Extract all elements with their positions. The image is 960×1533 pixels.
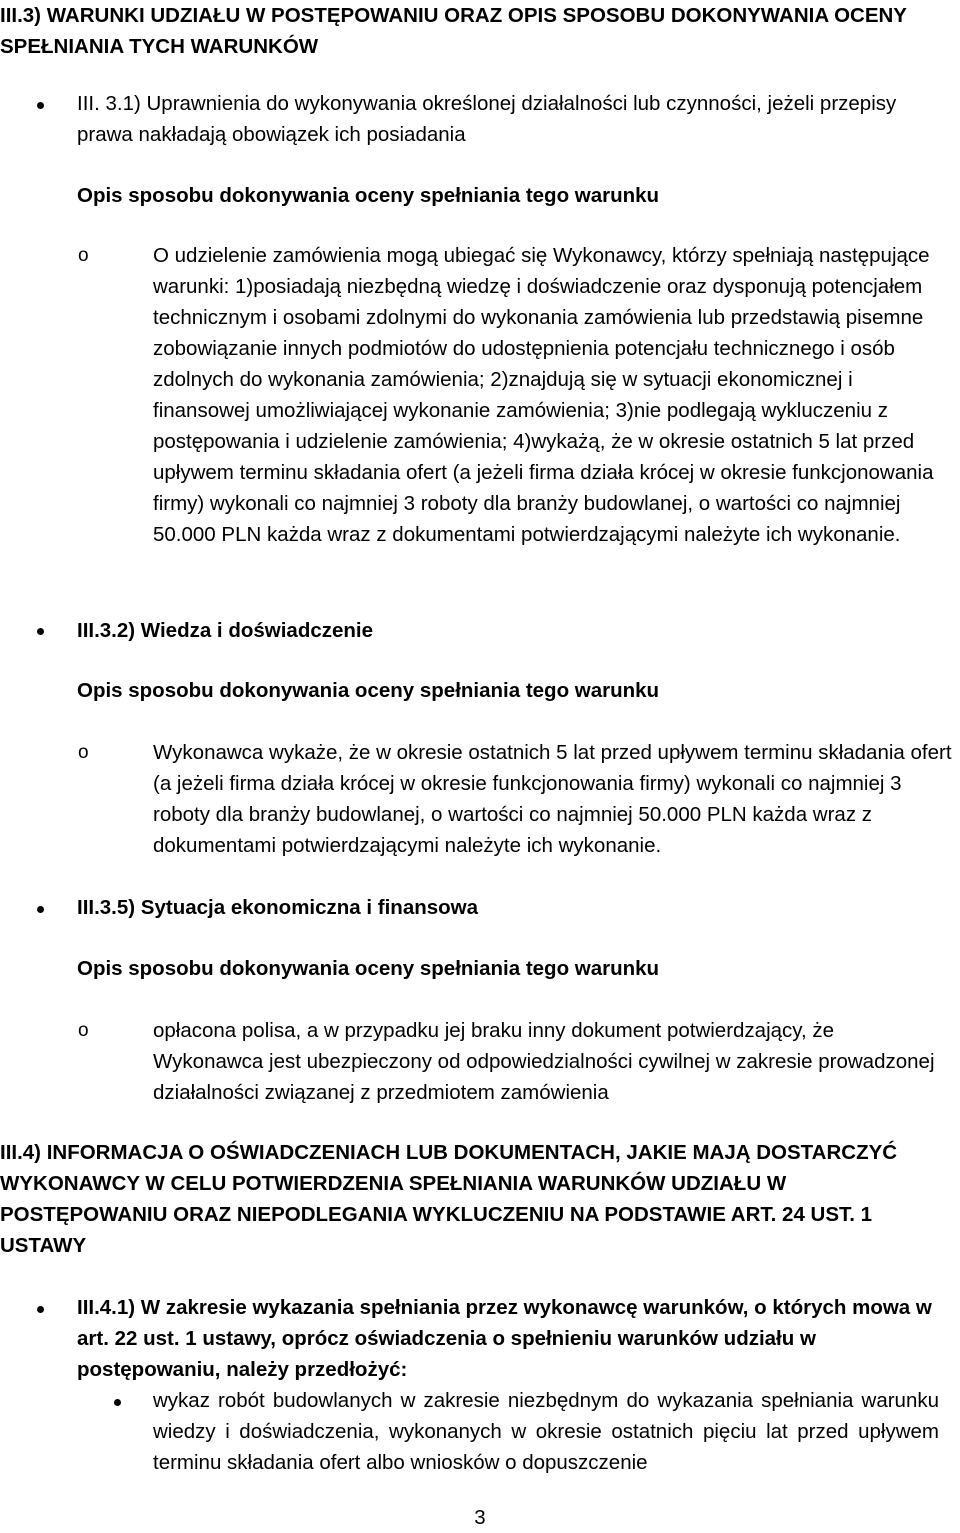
condition-text-III32: Wykonawca wykaże, że w okresie ostatnich 5 lat przed upływem terminu składania ofert (a jeżeli firma działa krócej w okresie funkcjonowania firmy) wykonali co najmniej 3 roboty dla branży budowlanej, o wartości co najmniej 50.000 PLN każda wraz z dokumentami potwierdzającymi należyte ich wykonanie. [153,741,952,857]
bullet-icon [37,102,44,109]
bullet-icon [114,1399,121,1406]
condition-text-III31: O udzielenie zamówienia mogą ubiegać się Wykonawcy, którzy spełniają następujące warunki: 1)posiadają niezbędną wiedzę i doświadczenie oraz dysponują potencjałem technicznym i osobami zdolnymi do wykonania zamówienia lub przedstawią pisemne zobowiązanie innych podmiotów do udostępnienia potencjału technicznego i osób zdolnych do wykonania zamówienia; 2)znajdują się w sytuacji ekonomicznej i finansowej umożliwiającej wykonanie zamówienia; 3)nie podlegają wykluczeniu z postępowania i udzielenie zamówienia; 4)wykażą, że w okresie ostatnich 5 lat przed upływem terminu składania ofert (a jeżeli firma działa krócej w okresie funkcjonowania firmy) wykonali co najmniej 3 roboty dla branży budowlanej, o wartości co najmniej 50.000 PLN każda wraz z dokumentami potwierdzającymi należyte ich wykonanie. [153,244,934,546]
document-list-item: wykaz robót budowlanych w zakresie niezbędnym do wykazania spełniania warunku wiedzy i doświadczenia, wykonanych w okresie ostatnich pięciu lat przed upływem terminu składania ofert albo wniosków o dopuszczenie [153,1389,939,1474]
section-heading-III4: III.4) INFORMACJA O OŚWIADCZENIACH LUB DOKUMENTACH, JAKIE MAJĄ DOSTARCZYĆ WYKONAWCY W CELU POTWIERDZENIA SPEŁNIANIA WARUNKÓW UDZIAŁU W POSTĘPOWANIU ORAZ NIEPODLEGANIA WYKLUCZENIU NA PODSTAWIE ART. 24 UST. 1 USTAWY [0,1141,898,1257]
condition-text-III35: opłacona polisa, a w przypadku jej braku inny dokument potwierdzający, że Wykonawca jest ubezpieczony od odpowiedzialności cywilnej w zakresie prowadzonej działalności związanej z przedmiotem zamówienia [153,1019,935,1104]
opis-heading: Opis sposobu dokonywania oceny spełniania tego warunku [77,184,660,207]
bullet-icon [37,1306,44,1313]
subsection-title-III31: III. 3.1) Uprawnienia do wykonywania określonej działalności lub czynności, jeżeli przepisy prawa nakładają obowiązek ich posiadania [77,92,897,146]
opis-heading: Opis sposobu dokonywania oceny spełniania tego warunku [77,957,660,980]
section-heading-III3: III.3) WARUNKI UDZIAŁU W POSTĘPOWANIU ORAZ OPIS SPOSOBU DOKONYWANIA OCENY SPEŁNIANIA TYCH WARUNKÓW [0,4,907,58]
page-number: 3 [474,1506,486,1529]
subsection-title-III35: III.3.5) Sytuacja ekonomiczna i finansowa [77,896,479,919]
subsection-title-III41: III.4.1) W zakresie wykazania spełniania przez wykonawcę warunków, o których mowa w art. 22 ust. 1 ustawy, oprócz oświadczenia o spełnieniu warunków udziału w postępowaniu, należy przedłożyć: [77,1296,932,1381]
opis-heading: Opis sposobu dokonywania oceny spełniania tego warunku [77,679,660,702]
circle-bullet-icon: o [78,245,89,266]
bullet-icon [37,906,44,913]
circle-bullet-icon: o [78,742,89,763]
bullet-icon [37,628,44,635]
circle-bullet-icon: o [78,1020,89,1041]
subsection-title-III32: III.3.2) Wiedza i doświadczenie [77,619,374,642]
